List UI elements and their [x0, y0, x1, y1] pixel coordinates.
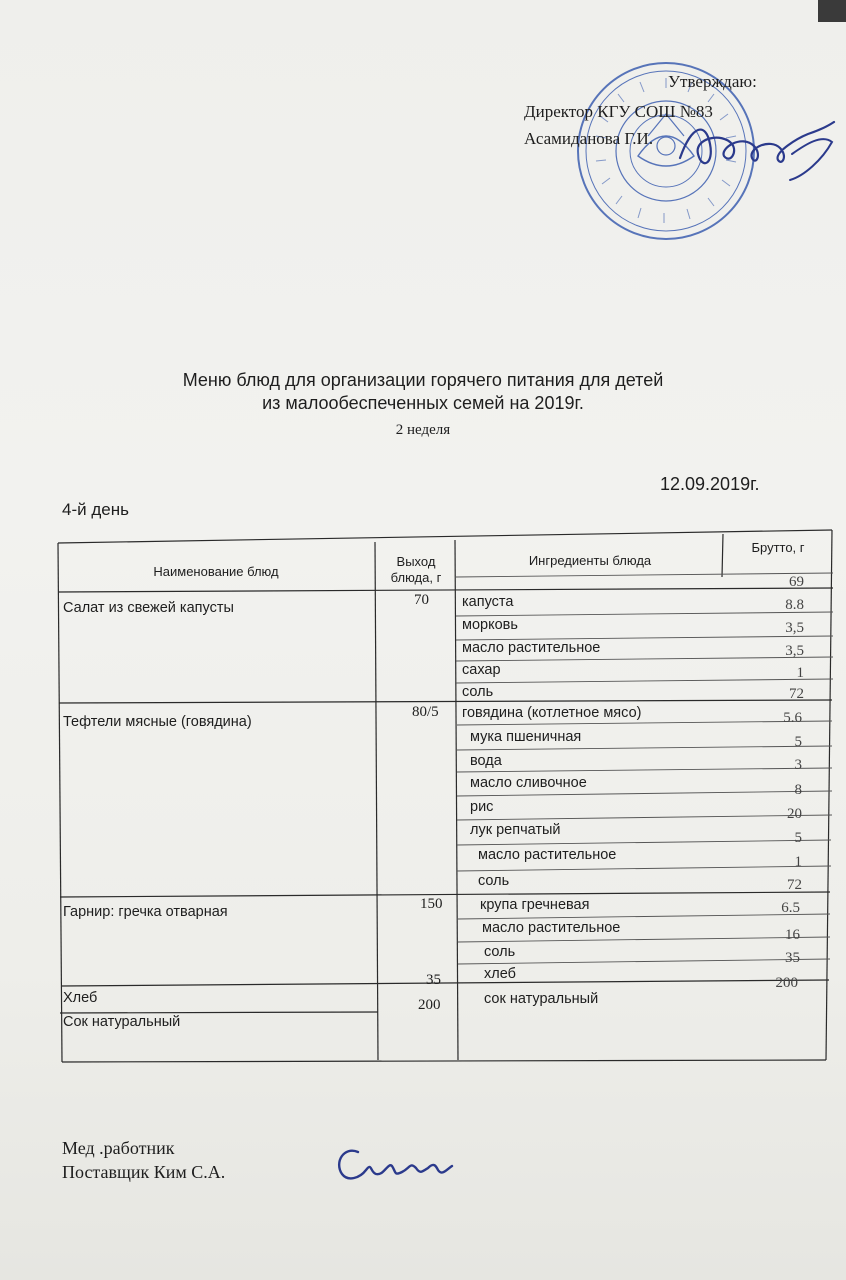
ingredient-name: масло растительное [462, 640, 601, 656]
brutto-value: 5 [794, 830, 802, 846]
ingredient-name: говядина (котлетное мясо) [462, 705, 642, 721]
dish-output: 35 [426, 972, 441, 988]
ingredient-name: крупа гречневая [480, 897, 590, 913]
dish-output: 150 [420, 896, 443, 912]
dish-output: 70 [414, 592, 429, 608]
brutto-value: 200 [775, 975, 798, 991]
approval-name: Асамиданова Г.И. [524, 129, 654, 148]
ingredient-name: морковь [462, 617, 518, 633]
brutto-value: 3,5 [785, 620, 804, 636]
medic-label: Мед .работник [62, 1138, 175, 1158]
dish-output: 200 [418, 997, 441, 1013]
menu-title-line2: из малообеспеченных семей на 2019г. [262, 393, 584, 413]
approval-label: Утверждаю: [668, 72, 757, 91]
brutto-value: 72 [787, 877, 802, 893]
brutto-value: 6.5 [781, 900, 800, 916]
header-ingredients: Ингредиенты блюда [528, 553, 652, 568]
ingredient-name: соль [462, 684, 494, 700]
dish-output: 80/5 [412, 704, 439, 720]
ingredient-name: сок натуральный [484, 991, 599, 1007]
dish-name: Сок натуральный [63, 1014, 181, 1030]
brutto-value: 1 [794, 854, 802, 870]
week-label: 2 неделя [395, 422, 451, 438]
ingredient-name: вода [470, 753, 502, 769]
ingredient-name: сахар [462, 662, 501, 678]
day-label: 4-й день [62, 500, 129, 519]
ingredient-name: масло растительное [478, 847, 617, 863]
brutto-value: 72 [789, 686, 804, 702]
approval-position: Директор КГУ СОШ №83 [524, 102, 713, 121]
brutto-value: 16 [785, 927, 800, 943]
dish-name: Гарнир: гречка отварная [63, 904, 228, 920]
dish-name: Хлеб [63, 990, 98, 1006]
ingredient-name: капуста [462, 594, 514, 610]
ingredient-name: масло сливочное [470, 775, 587, 791]
brutto-value: 1 [796, 665, 804, 681]
ingredient-name: рис [470, 799, 494, 815]
ingredient-name: мука пшеничная [470, 729, 582, 745]
brutto-value: 3,5 [785, 643, 804, 659]
ingredient-name: соль [484, 944, 516, 960]
header-brutto: Брутто, г [751, 540, 805, 555]
brutto-value: 8 [794, 782, 802, 798]
menu-date: 12.09.2019г. [660, 474, 760, 494]
ingredient-name: лук репчатый [470, 822, 561, 838]
brutto-value: 20 [787, 806, 802, 822]
header-output-line1: Выход [396, 554, 436, 569]
ingredient-name: соль [478, 873, 510, 889]
menu-title-line1: Меню блюд для организации горячего питания для детей [182, 370, 664, 390]
brutto-value: 35 [785, 950, 800, 966]
header-output-line2: блюда, г [390, 570, 442, 585]
brutto-value: 3 [794, 757, 802, 773]
header-dish: Наименование блюд [153, 564, 279, 579]
brutto-value: 69 [789, 574, 804, 590]
dish-name: Салат из свежей капусты [63, 600, 234, 616]
dish-name: Тефтели мясные (говядина) [63, 714, 252, 730]
supplier-label: Поставщик Ким С.А. [62, 1162, 226, 1182]
brutto-value: 5.6 [783, 710, 802, 726]
brutto-value: 8.8 [785, 597, 804, 613]
ingredient-name: масло растительное [482, 920, 621, 936]
supplier-signature [330, 1140, 460, 1190]
brutto-value: 5 [794, 734, 802, 750]
ingredient-name: хлеб [484, 966, 516, 982]
